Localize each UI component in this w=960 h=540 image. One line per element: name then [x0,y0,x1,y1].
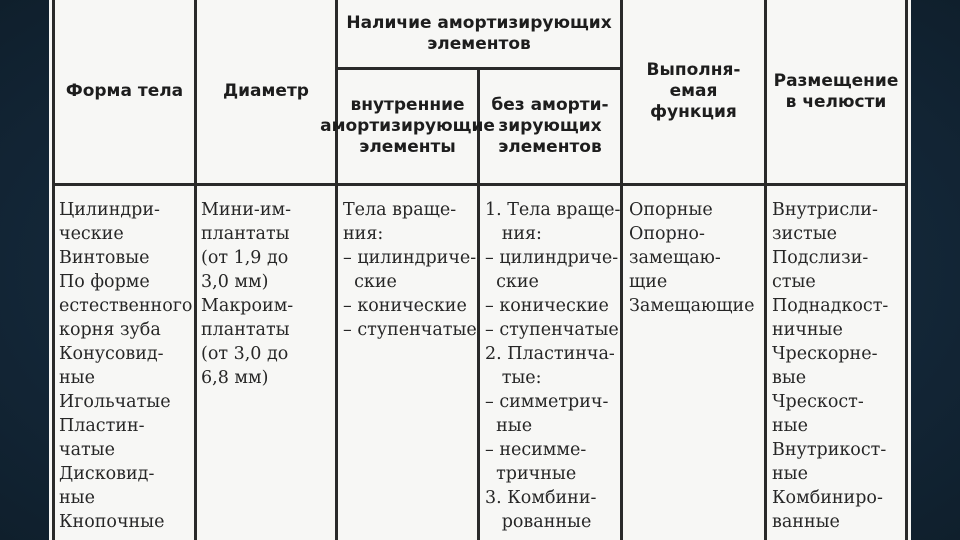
cell-placement: Внутрисли- зистые Подслизи- стые Поднадкост- ничные Чрескорне- вые Чрескост- ные Внутрикост- ные Комбиниро- ванные [772,200,889,532]
header-bottom-border [52,183,908,186]
header-internal-elements [320,70,495,183]
header-function [623,0,764,183]
header-body-form [55,0,194,183]
header-without-label: без аморти- зирующих элементов [491,95,609,157]
header-placement-label: Размещение в челюсти [773,70,899,112]
header-diameter [197,0,335,183]
table-page [49,0,911,540]
header-shock-group-label: Наличие амортизирующих элементов [346,12,612,54]
header-body-form-label: Форма тела [65,81,184,101]
header-diameter-label: Диаметр [223,81,309,101]
header-placement [767,0,905,183]
cell-body-form: Цилиндри- ческие Винтовые По форме естественного корня зуба Конусовид- ные Игольчатые Пластин- чатые Дисковид- ные Кнопочные [59,200,193,532]
header-shock-absorbing-group [338,0,620,67]
cell-without-elements: 1. Тела враще- ния: – цилиндриче- ские – конические – ступенчатые 2. Пластинча- тые: – симметрич- ные – несимме- тричные 3. Комбини- рованные [485,200,621,532]
cell-diameter: Мини-им- плантаты (от 1,9 до 3,0 мм) Макроим- плантаты (от 3,0 до 6,8 мм) [201,200,294,388]
header-internal-label: внутренние амортизирующие элементы [320,95,495,157]
header-function-label: Выполня- емая функция [646,60,741,122]
cell-internal-elements: Тела враще- ния: – цилиндриче- ские – конические – ступенчатые [343,200,477,340]
cell-function: Опорные Опорно- замещаю- щие Замещающие [629,200,755,316]
header-without-elements [480,70,620,183]
table-outer-border-right [905,0,908,540]
